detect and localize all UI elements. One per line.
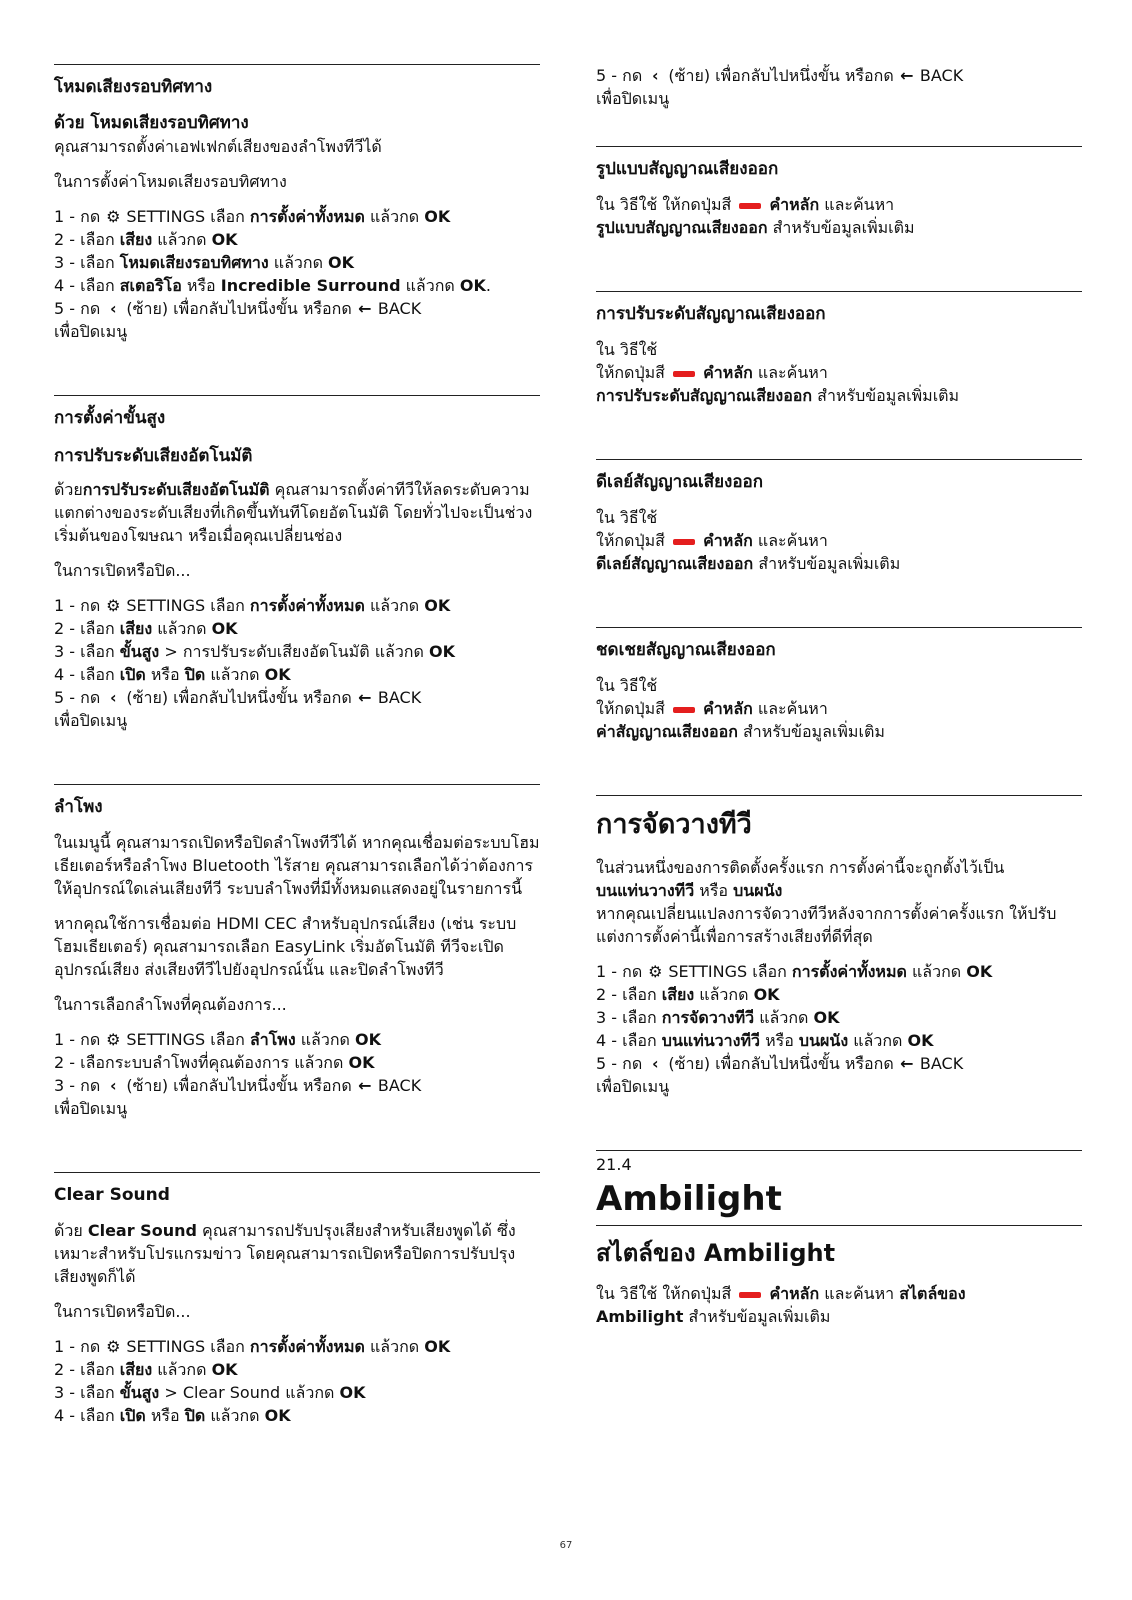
back-arrow-icon: ← xyxy=(358,1076,372,1095)
step-4: 4 - เลือก เปิด หรือ ปิด แล้วกด OK xyxy=(54,1406,291,1425)
step-3: 3 - เลือก โหมดเสียงรอบทิศทาง แล้วกด OK xyxy=(54,253,355,272)
speakers-para-2: หากคุณใช้การเชื่อมต่อ HDMI CEC สำหรับอุปกรณ์เสียง (เช่น ระบบโฮมเธียเตอร์) คุณสามารถเลือก EasyLink เริ่มอัตโนมัติ ทีวีจะเปิดอุปกรณ์เสียง ส่งเสียงทีวีไปยังอุปกรณ์นั้น และปิดลำโพงทีวี xyxy=(54,914,517,979)
red-color-key-icon xyxy=(673,371,695,377)
step-3-cont: เพื่อปิดเมนู xyxy=(54,1099,128,1118)
section-divider xyxy=(54,64,540,65)
step-4: 4 - เลือก บนแท่นวางทีวี หรือ บนผนัง แล้วกด OK xyxy=(596,1031,934,1050)
section-divider xyxy=(54,784,540,785)
tv-placement-steps xyxy=(596,960,1082,1098)
step-5: 5 - กด ‹ (ซ้าย) เพื่อกลับไปหนึ่งขั้น หรือกด ← BACK xyxy=(54,299,422,318)
back-arrow-icon: ← xyxy=(358,688,372,707)
tv-placement-para-1b: บนแท่นวางทีวี หรือ บนผนัง xyxy=(596,881,783,900)
step-3: 3 - เลือก ขั้นสูง > การปรับระดับเสียงอัตโนมัติ แล้วกด OK xyxy=(54,642,455,661)
red-color-key-icon xyxy=(739,203,761,209)
gear-icon: ⚙ xyxy=(648,962,663,981)
step-3: 3 - กด ‹ (ซ้าย) เพื่อกลับไปหนึ่งขั้น หรือกด ← BACK xyxy=(54,1076,422,1095)
step-4: 4 - เลือก สเตอริโอ หรือ Incredible Surround แล้วกด OK. xyxy=(54,276,491,295)
section-divider xyxy=(54,1172,540,1173)
clear-sound-title: Clear Sound xyxy=(54,1185,170,1205)
section-divider xyxy=(596,627,1082,628)
gear-icon: ⚙ xyxy=(106,1337,121,1356)
ambilight-style-title: สไตล์ของ Ambilight xyxy=(596,1239,836,1267)
audio-out-offset-line-1: ให้กดปุ่มสี คำหลัก และค้นหา xyxy=(596,699,828,718)
chapter-number: 21.4 xyxy=(596,1155,632,1174)
audio-out-format-line-2: รูปแบบสัญญาณเสียงออก สำหรับข้อมูลเพิ่มเติม xyxy=(596,218,915,237)
audio-out-leveling-title: การปรับระดับสัญญาณเสียงออก xyxy=(596,304,826,324)
audio-out-leveling-line-2: การปรับระดับสัญญาณเสียงออก สำหรับข้อมูลเพิ่มเติม xyxy=(596,386,960,405)
section-divider xyxy=(596,146,1082,147)
audio-out-leveling-line-0: ใน วิธีใช้ xyxy=(596,340,658,359)
surround-intro: คุณสามารถตั้งค่าเอฟเฟกต์เสียงของลำโพงทีวีได้ xyxy=(54,137,382,156)
step-5-cont: เพื่อปิดเมนู xyxy=(54,711,128,730)
speakers-title: ลำโพง xyxy=(54,797,103,817)
audio-out-leveling-line-1: ให้กดปุ่มสี คำหลัก และค้นหา xyxy=(596,363,828,382)
speakers-para-1: ในเมนูนี้ คุณสามารถเปิดหรือปิดลำโพงทีวีได้ หากคุณเชื่อมต่อระบบโฮมเธียเตอร์หรือลำโพง Bluetooth ไร้สาย คุณสามารถเลือกได้ว่าต้องการให้อุปกรณ์ใดเล่นเสียงทีวี ระบบลำโพงที่มีทั้งหมดแสดงอยู่ในรายการนี้ xyxy=(54,833,540,898)
back-arrow-icon: ← xyxy=(900,66,914,85)
audio-out-format-title: รูปแบบสัญญาณเสียงออก xyxy=(596,159,779,179)
section-divider xyxy=(596,1225,1082,1226)
ambilight-style-line-2: Ambilight สำหรับข้อมูลเพิ่มเติม xyxy=(596,1307,831,1326)
audio-out-delay-line-2: ดีเลย์สัญญาณเสียงออก สำหรับข้อมูลเพิ่มเติม xyxy=(596,554,901,573)
chevron-left-icon: ‹ xyxy=(652,66,659,85)
page-number: 67 xyxy=(559,1540,573,1551)
surround-intro-heading: ด้วย โหมดเสียงรอบทิศทาง xyxy=(54,113,249,133)
auto-volume-title: การปรับระดับเสียงอัตโนมัติ xyxy=(54,446,253,466)
step-2: 2 - เลือกระบบลำโพงที่คุณต้องการ แล้วกด OK xyxy=(54,1053,375,1072)
section-divider xyxy=(54,395,540,396)
audio-out-format-line-1: ใน วิธีใช้ ให้กดปุ่มสี คำหลัก และค้นหา xyxy=(596,195,895,214)
tv-placement-para-2: หากคุณเปลี่ยนแปลงการจัดวางทีวีหลังจากการตั้งค่าครั้งแรก ให้ปรับแต่งการตั้งค่านี้เพื่อการสร้างเสียงที่ดีที่สุด xyxy=(596,904,1057,946)
surround-title: โหมดเสียงรอบทิศทาง xyxy=(54,77,213,97)
speakers-steps xyxy=(54,1028,540,1120)
gear-icon: ⚙ xyxy=(106,207,121,226)
step-1: 1 - กด ⚙ SETTINGS เลือก การตั้งค่าทั้งหมด แล้วกด OK xyxy=(54,207,451,226)
chevron-left-icon: ‹ xyxy=(652,1054,659,1073)
audio-out-delay-line-0: ใน วิธีใช้ xyxy=(596,508,658,527)
step-5-cont: เพื่อปิดเมนู xyxy=(596,89,670,108)
audio-out-delay-line-1: ให้กดปุ่มสี คำหลัก และค้นหา xyxy=(596,531,828,550)
clear-sound-intro: ด้วย Clear Sound คุณสามารถปรับปรุงเสียงสำหรับเสียงพูดได้ ซึ่งเหมาะสำหรับโปรแกรมข่าว โดยคุณสามารถเปิดหรือปิดการปรับปรุงเสียงพูดก็ได้ xyxy=(54,1221,516,1286)
step-1: 1 - กด ⚙ SETTINGS เลือก การตั้งค่าทั้งหมด แล้วกด OK xyxy=(54,1337,451,1356)
audio-out-offset-line-0: ใน วิธีใช้ xyxy=(596,676,658,695)
surround-lead: ในการตั้งค่าโหมดเสียงรอบทิศทาง xyxy=(54,172,287,191)
chevron-left-icon: ‹ xyxy=(110,299,117,318)
gear-icon: ⚙ xyxy=(106,1030,121,1049)
step-5: 5 - กด ‹ (ซ้าย) เพื่อกลับไปหนึ่งขั้น หรือกด ← BACK xyxy=(54,688,422,707)
chevron-left-icon: ‹ xyxy=(110,688,117,707)
section-divider xyxy=(596,291,1082,292)
auto-volume-steps xyxy=(54,594,540,732)
section-divider xyxy=(596,459,1082,460)
ambilight-style-line-1: ใน วิธีใช้ ให้กดปุ่มสี คำหลัก และค้นหา สไตล์ของ xyxy=(596,1284,966,1303)
step-2: 2 - เลือก เสียง แล้วกด OK xyxy=(54,1360,238,1379)
step-5: 5 - กด ‹ (ซ้าย) เพื่อกลับไปหนึ่งขั้น หรือกด ← BACK xyxy=(596,1054,964,1073)
step-1: 1 - กด ⚙ SETTINGS เลือก ลำโพง แล้วกด OK xyxy=(54,1030,382,1049)
left-column xyxy=(54,64,540,1427)
auto-volume-lead: ในการเปิดหรือปิด... xyxy=(54,561,191,580)
back-arrow-icon: ← xyxy=(358,299,372,318)
section-divider xyxy=(596,1150,1082,1151)
step-2: 2 - เลือก เสียง แล้วกด OK xyxy=(596,985,780,1004)
clear-sound-steps xyxy=(54,1335,540,1427)
step-5: 5 - กด ‹ (ซ้าย) เพื่อกลับไปหนึ่งขั้น หรือกด ← BACK xyxy=(596,66,964,85)
red-color-key-icon xyxy=(739,1292,761,1298)
back-arrow-icon: ← xyxy=(900,1054,914,1073)
step-3: 3 - เลือก การจัดวางทีวี แล้วกด OK xyxy=(596,1008,840,1027)
audio-out-offset-title: ชดเชยสัญญาณเสียงออก xyxy=(596,640,776,660)
red-color-key-icon xyxy=(673,539,695,545)
right-column xyxy=(596,64,1082,1328)
chevron-left-icon: ‹ xyxy=(110,1076,117,1095)
chapter-title: Ambilight xyxy=(596,1179,782,1219)
step-5-cont: เพื่อปิดเมนู xyxy=(54,322,128,341)
step-2: 2 - เลือก เสียง แล้วกด OK xyxy=(54,230,238,249)
audio-out-delay-title: ดีเลย์สัญญาณเสียงออก xyxy=(596,472,764,492)
step-4: 4 - เลือก เปิด หรือ ปิด แล้วกด OK xyxy=(54,665,291,684)
gear-icon: ⚙ xyxy=(106,596,121,615)
clear-sound-lead: ในการเปิดหรือปิด... xyxy=(54,1302,191,1321)
tv-placement-para-1: ในส่วนหนึ่งของการติดตั้งครั้งแรก การตั้งค่านี้จะถูกตั้งไว้เป็น xyxy=(596,858,1005,877)
step-1: 1 - กด ⚙ SETTINGS เลือก การตั้งค่าทั้งหมด แล้วกด OK xyxy=(596,962,993,981)
audio-out-offset-line-2: ค่าสัญญาณเสียงออก สำหรับข้อมูลเพิ่มเติม xyxy=(596,722,885,741)
section-divider xyxy=(596,795,1082,796)
continued-steps xyxy=(596,64,1082,110)
step-5-cont: เพื่อปิดเมนู xyxy=(596,1077,670,1096)
speakers-lead: ในการเลือกลำโพงที่คุณต้องการ... xyxy=(54,995,287,1014)
advanced-title: การตั้งค่าขั้นสูง xyxy=(54,408,166,428)
step-1: 1 - กด ⚙ SETTINGS เลือก การตั้งค่าทั้งหมด แล้วกด OK xyxy=(54,596,451,615)
step-3: 3 - เลือก ขั้นสูง > Clear Sound แล้วกด OK xyxy=(54,1383,366,1402)
step-2: 2 - เลือก เสียง แล้วกด OK xyxy=(54,619,238,638)
auto-volume-intro: ด้วยการปรับระดับเสียงอัตโนมัติ คุณสามารถตั้งค่าทีวีให้ลดระดับความแตกต่างของระดับเสียงที่เกิดขึ้นทันทีโดยอัตโนมัติ โดยทั่วไปจะเป็นช่วงเริ่มต้นของโฆษณา หรือเมื่อคุณเปลี่ยนช่อง xyxy=(54,480,533,545)
red-color-key-icon xyxy=(673,707,695,713)
surround-steps xyxy=(54,205,540,343)
tv-placement-title: การจัดวางทีวี xyxy=(596,809,752,840)
